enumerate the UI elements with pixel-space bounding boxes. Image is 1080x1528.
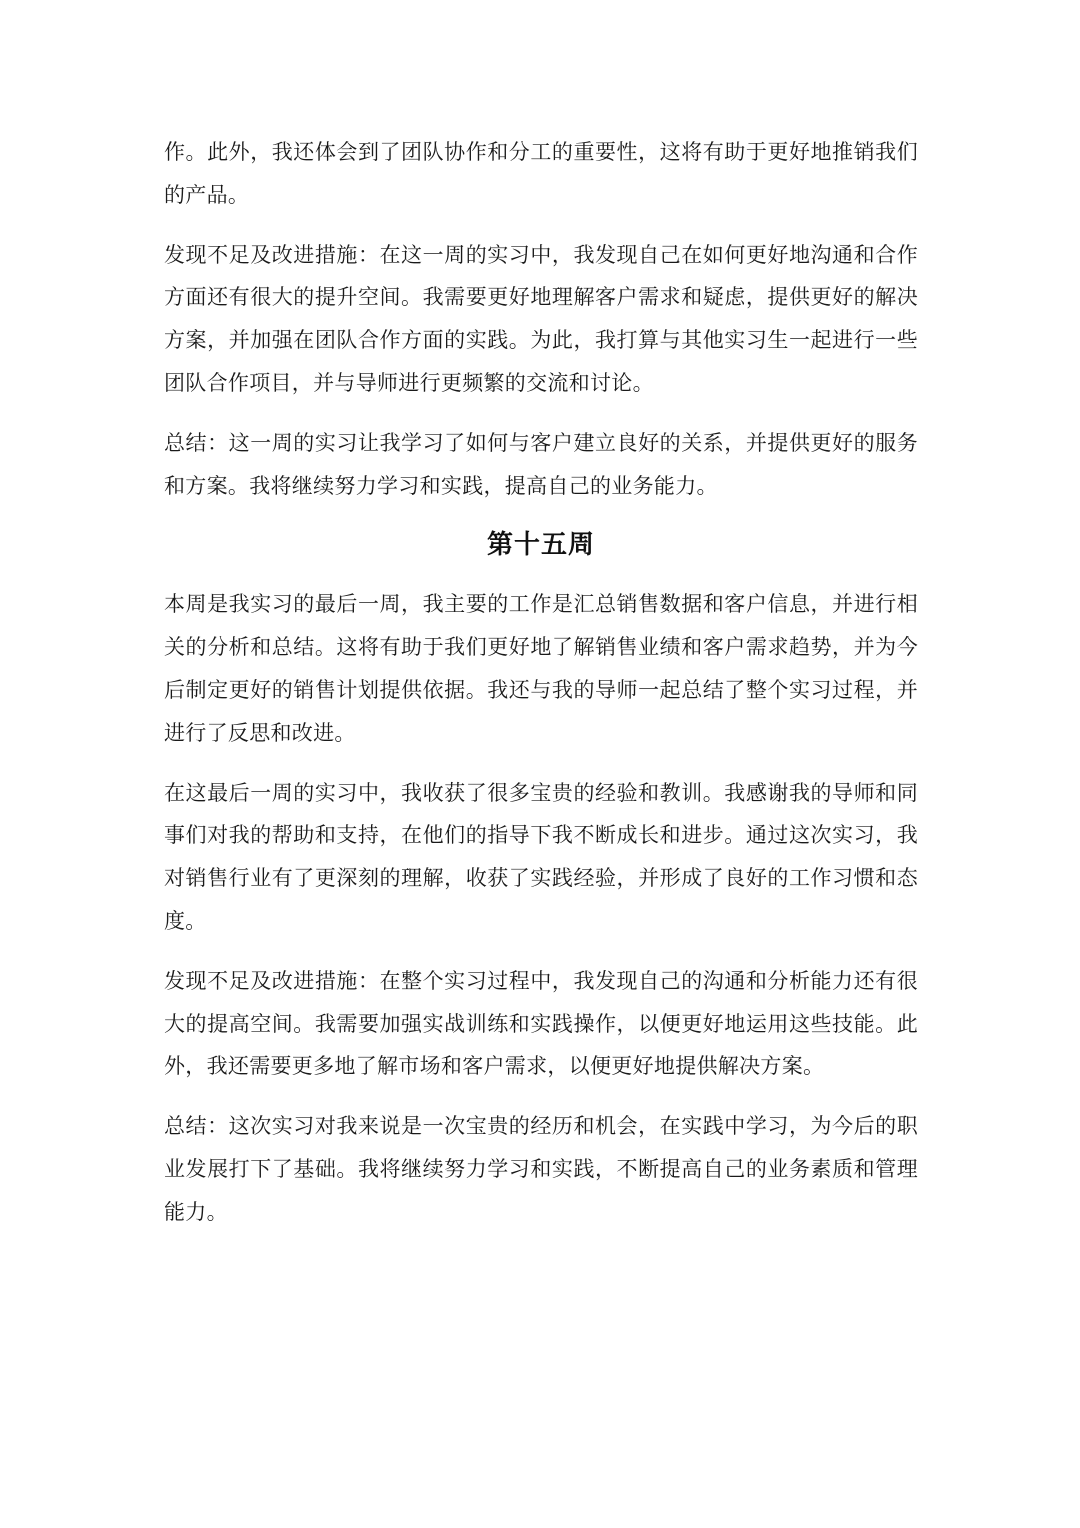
paragraph-week15-improvements: 发现不足及改进措施：在整个实习过程中，我发现自己的沟通和分析能力还有很大的提高空间。我需要加强实战训练和实践操作，以便更好地运用这些技能。此外，我还需要更多地了解市场和客户需求，以便更好地提供解决方案。: [164, 968, 918, 1079]
paragraph-week15-summary: 总结：这次实习对我来说是一次宝贵的经历和机会，在实践中学习，为今后的职业发展打下了基础。我将继续努力学习和实践，不断提高自己的业务素质和管理能力。: [164, 1114, 918, 1224]
document-body: [164, 131, 918, 1251]
paragraph-week14-summary: 总结：这一周的实习让我学习了如何与客户建立良好的关系，并提供更好的服务和方案。我将继续努力学习和实践，提高自己的业务能力。: [164, 430, 918, 498]
paragraph-week14-improvements: 发现不足及改进措施：在这一周的实习中，我发现自己在如何更好地沟通和合作方面还有很大的提升空间。我需要更好地理解客户需求和疑虑，提供更好的解决方案，并加强在团队合作方面的实践。为此，我打算与其他实习生一起进行一些团队合作项目，并与导师进行更频繁的交流和讨论。: [164, 242, 918, 395]
paragraph-week14-work-continued: 作。此外，我还体会到了团队协作和分工的重要性，这将有助于更好地推销我们的产品。: [164, 140, 918, 207]
paragraph-week15-work: 本周是我实习的最后一周，我主要的工作是汇总销售数据和客户信息，并进行相关的分析和总结。这将有助于我们更好地了解销售业绩和客户需求趋势，并为今后制定更好的销售计划提供依据。我还与我的导师一起总结了整个实习过程，并进行了反思和改进。: [164, 592, 918, 745]
section-heading-week15: 第十五周: [486, 530, 595, 561]
paragraph-week15-gains: 在这最后一周的实习中，我收获了很多宝贵的经验和教训。我感谢我的导师和同事们对我的帮助和支持，在他们的指导下我不断成长和进步。通过这次实习，我对销售行业有了更深刻的理解，收获了实践经验，并形成了良好的工作习惯和态度。: [164, 780, 918, 933]
